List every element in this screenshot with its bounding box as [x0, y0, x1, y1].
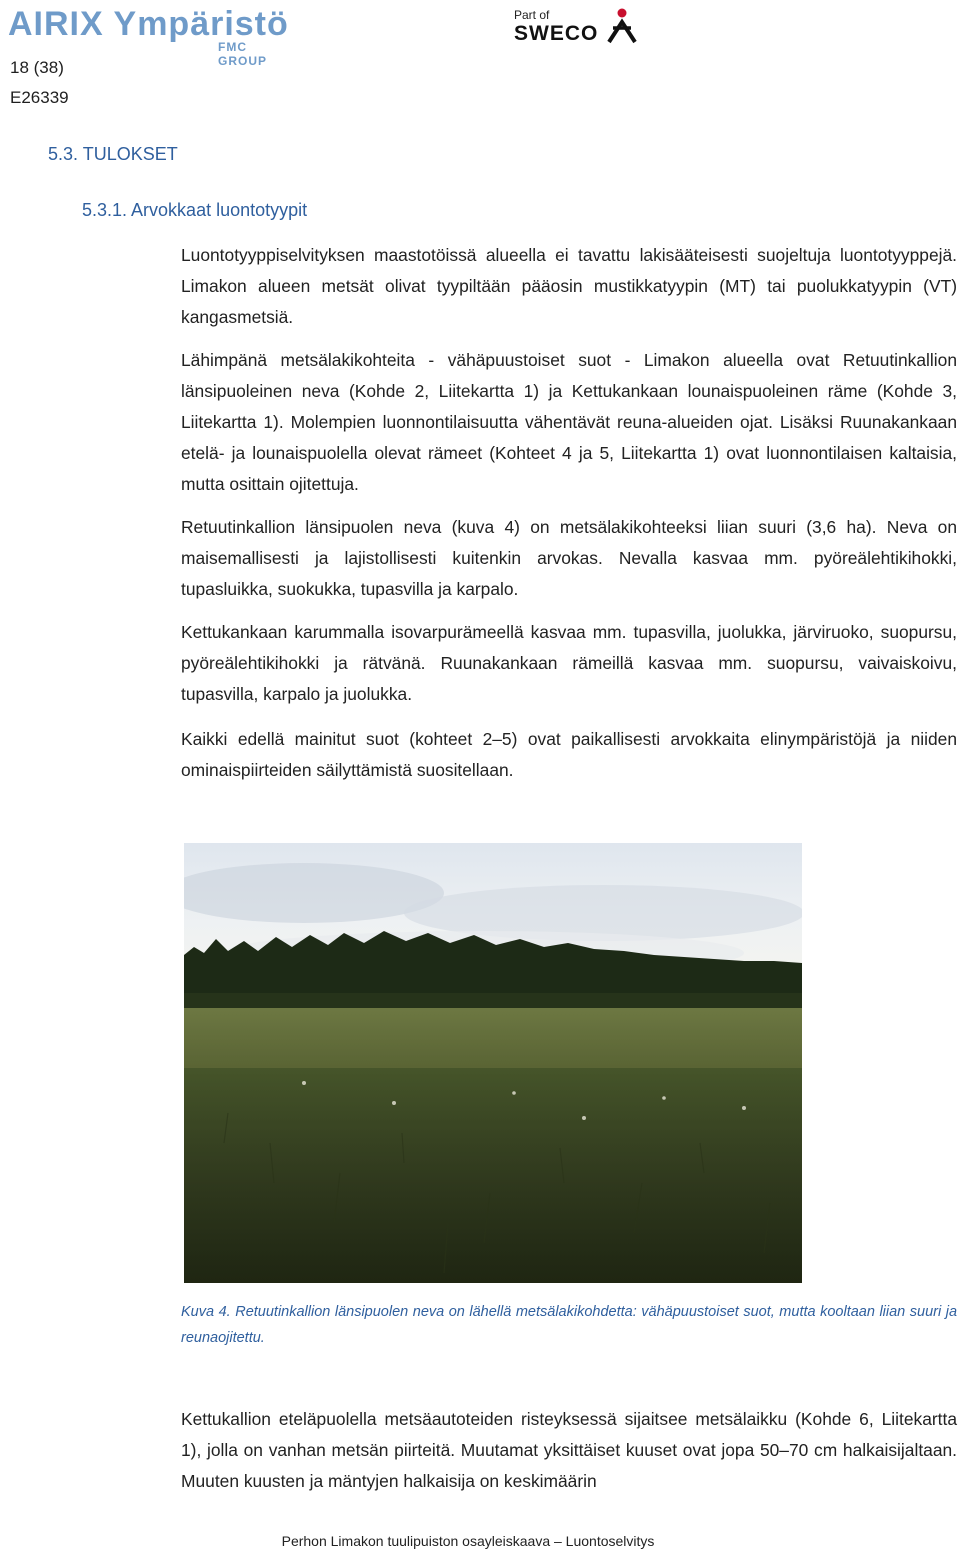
paragraph-2: Lähimpänä metsälakikohteita - vähäpuustoiset suot - Limakon alueella ovat Retuutinkallion länsipuoleinen neva (Kohde 2, Liitekartta 1) ja Kettukankaan lounaispuoleinen räme (Kohde 3, Liitekartta 1). Molempien luonnontilaisuutta vähentävät reuna-alueiden ojat. Lisäksi Ruunakankaan etelä- ja lounaispuolella olevat rämeet (Kohteet 4 ja 5, Liitekartta 1) ovat luonnontilaisen kaltaisia, mutta osittain ojitettuja.	[181, 350, 957, 494]
figure-caption	[181, 1299, 957, 1351]
figure-caption-text: Retuutinkallion länsipuolen neva on lähellä metsälakikohdetta: vähäpuustoiset suot, mutta kooltaan liian suuri ja reunaojitettu.	[181, 1304, 958, 1346]
paragraph-6: Kettukallion eteläpuolella metsäautoteiden risteyksessä sijaitsee metsälaikku (Kohde 6, Liitekartta 1), jolla on vanhan metsän piirteitä. Muutamat yksittäiset kuuset ovat jopa 50–70 cm halkaisijaltaan. Muuten kuusten ja mäntyjen halkaisija on keskimäärin	[181, 1409, 957, 1491]
document-code: E26339	[10, 88, 69, 107]
sweco-mark-icon	[606, 6, 640, 46]
fmc-group-text: FMC GROUP	[218, 40, 268, 68]
paragraph-1: Luontotyyppiselvityksen maastotöissä alueella ei tavattu lakisääteisesti suojeltuja luontotyyppejä. Limakon alueen metsät olivat tyypiltään pääosin mustikkatyypin (MT) tai puolukkatyypin (VT) kangasmetsiä.	[181, 245, 957, 327]
subsection-heading: 5.3.1. Arvokkaat luontotyypit	[82, 200, 308, 220]
sweco-logo-text: SWECO	[514, 22, 599, 45]
page-footer: Perhon Limakon tuulipuiston osayleiskaava – Luontoselvitys	[281, 1533, 655, 1549]
airix-logo-text: AIRIX Ympäristö	[8, 5, 289, 43]
part-of-text: Part of	[514, 8, 550, 22]
page-number: 18 (38)	[10, 58, 64, 77]
bog-photo	[184, 843, 802, 1283]
section-heading: 5.3. TULOKSET	[48, 144, 178, 164]
paragraph-4: Kettukankaan karummalla isovarpurämeellä kasvaa mm. tupasvilla, juolukka, järviruoko, suopursu, pyöreälehtikihokki ja rätvänä. Ruunakankaan rämeillä kasvaa mm. suopursu, vaivaiskoivu, tupasvilla, karpalo ja juolukka.	[181, 622, 957, 704]
figure-caption-label: Kuva 4.	[181, 1304, 231, 1320]
paragraph-5: Kaikki edellä mainitut suot (kohteet 2–5) ovat paikallisesti arvokkaita elinympäristöjä ja niiden ominaispiirteiden säilyttämistä suositellaan.	[181, 729, 957, 780]
sweco-logo	[514, 8, 654, 48]
paragraph-3: Retuutinkallion länsipuolen neva (kuva 4) on metsälakikohteeksi liian suuri (3,6 ha). Neva on maisemallisesti ja lajistollisesti kuitenkin arvokas. Nevalla kasvaa mm. pyöreälehtikihokki, tupasluikka, suokukka, tupasvilla ja karpalo.	[181, 517, 957, 599]
bog-landscape-image	[184, 843, 802, 1283]
